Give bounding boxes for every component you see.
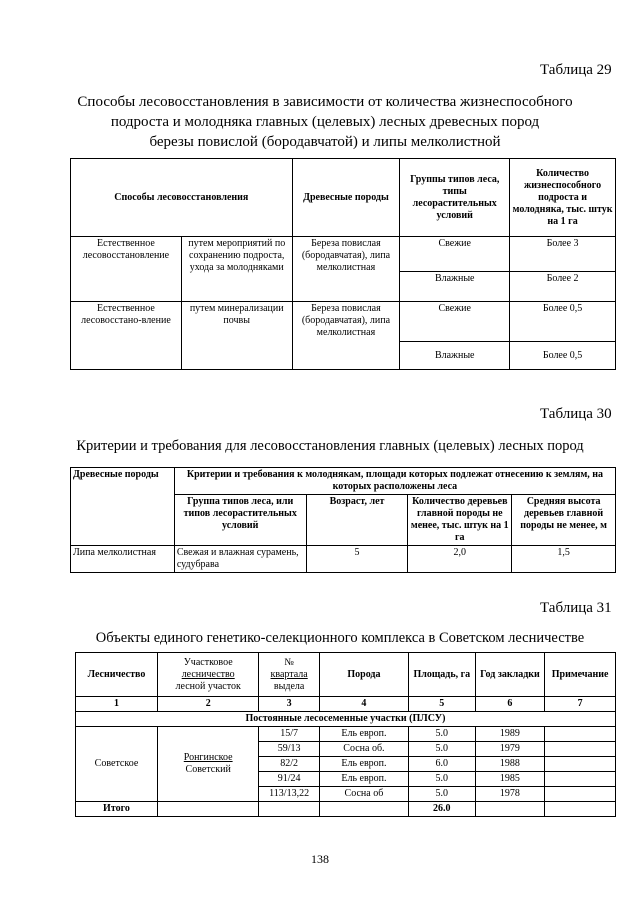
cell-empty	[259, 802, 319, 817]
title-line: березы повислой (бородавчатой) и липы мелколистной	[149, 134, 501, 150]
cell-empty	[545, 802, 616, 817]
title-line: подроста и молодняка главных (целевых) лесных древесных пород	[110, 114, 540, 130]
header-quantity: Количество жизнеспособного подроста и молодняка, тыс. штук на 1 га	[510, 159, 616, 237]
table-31-title: Объекты единого генетико-селекционного комплекса в Советском лесничестве	[95, 630, 585, 646]
cell-breed: Ель европ.	[319, 772, 408, 787]
cell-breed: Сосна об	[319, 787, 408, 802]
header-group: Группа типов леса, или типов лесорастительных условий	[174, 495, 306, 546]
col-number: 5	[409, 697, 476, 712]
cell-species: Береза повислая (бородавчатая), липа мелколистная	[292, 237, 400, 302]
cell-area: 5.0	[409, 742, 476, 757]
header-note: Примечание	[545, 653, 616, 697]
cell-group: Свежие	[400, 302, 510, 342]
cell-qty: Более 3	[510, 237, 616, 272]
col-number: 3	[259, 697, 319, 712]
district-sub: Советский	[185, 764, 231, 775]
header-quarter-line: выдела	[273, 680, 305, 692]
header-quarter	[259, 653, 319, 697]
cell-district	[157, 727, 258, 802]
header-criteria: Критерии и требования к молоднякам, площади которых подлежат отнесению к землям, на которых расположены леса	[174, 468, 615, 495]
cell-breed: Ель европ.	[319, 757, 408, 772]
cell-quarter: 113/13,22	[259, 787, 319, 802]
cell-breed: Сосна об.	[319, 742, 408, 757]
cell-age: 5	[306, 546, 408, 573]
cell-note	[545, 772, 616, 787]
cell-note	[545, 787, 616, 802]
district-name: Ронгинское	[183, 752, 233, 763]
cell-empty	[475, 802, 545, 817]
cell-qty: Более 0,5	[510, 302, 616, 342]
header-district-line: Участковое	[183, 656, 233, 668]
col-number: 6	[475, 697, 545, 712]
cell-height: 1,5	[512, 546, 616, 573]
cell-quarter: 15/7	[259, 727, 319, 742]
table-29	[70, 158, 616, 370]
table-30-title: Критерии и требования для лесовосстановления главных (целевых) лесных пород	[76, 438, 584, 454]
title-line: Способы лесовосстановления в зависимости от количества жизнеспособного	[77, 94, 573, 110]
header-breed: Порода	[319, 653, 408, 697]
cell-method: Естественное лесовосстановление	[71, 237, 182, 302]
cell-qty: Более 0,5	[510, 342, 616, 370]
header-species: Древесные породы	[292, 159, 400, 237]
cell-year: 1985	[475, 772, 545, 787]
table-29-caption: Таблица 29	[540, 62, 612, 78]
total-label: Итого	[76, 802, 158, 817]
header-area: Площадь, га	[409, 653, 476, 697]
cell-breed: Ель европ.	[319, 727, 408, 742]
cell-year: 1978	[475, 787, 545, 802]
total-area: 26.0	[409, 802, 476, 817]
cell-note	[545, 727, 616, 742]
cell-group: Влажные	[400, 272, 510, 302]
cell-area: 6.0	[409, 757, 476, 772]
cell-year: 1988	[475, 757, 545, 772]
header-count: Количество деревьев главной породы не менее, тыс. штук на 1 га	[408, 495, 512, 546]
header-district-line: лесной участок	[175, 680, 241, 692]
table-30	[70, 467, 616, 573]
header-district-line: лесничество	[181, 668, 235, 680]
cell-note	[545, 757, 616, 772]
cell-quarter: 91/24	[259, 772, 319, 787]
cell-count: 2,0	[408, 546, 512, 573]
header-species: Древесные породы	[71, 468, 175, 546]
cell-empty	[157, 802, 258, 817]
header-age: Возраст, лет	[306, 495, 408, 546]
cell-group: Свежая и влажная сурамень, судубрава	[174, 546, 306, 573]
table-29-title	[60, 92, 590, 152]
header-year: Год закладки	[475, 653, 545, 697]
cell-quarter: 82/2	[259, 757, 319, 772]
cell-species: Береза повислая (бородавчатая), липа мелколистная	[292, 302, 400, 370]
cell-means: путем мероприятий по сохранению подроста, ухода за молодняками	[181, 237, 292, 302]
cell-group: Свежие	[400, 237, 510, 272]
table-30-caption: Таблица 30	[540, 406, 612, 422]
cell-year: 1979	[475, 742, 545, 757]
header-district	[157, 653, 258, 697]
cell-note	[545, 742, 616, 757]
page-number: 138	[311, 852, 329, 866]
cell-area: 5.0	[409, 772, 476, 787]
cell-empty	[319, 802, 408, 817]
cell-species: Липа мелколистная	[71, 546, 175, 573]
cell-method: Естественное лесовосстано-вление	[71, 302, 182, 370]
cell-means: путем минерализации почвы	[181, 302, 292, 370]
cell-group: Влажные	[400, 342, 510, 370]
cell-year: 1989	[475, 727, 545, 742]
cell-area: 5.0	[409, 727, 476, 742]
cell-forestry: Советское	[76, 727, 158, 802]
cell-area: 5.0	[409, 787, 476, 802]
cell-qty: Более 2	[510, 272, 616, 302]
section-title: Постоянные лесосеменные участки (ПЛСУ)	[76, 712, 616, 727]
col-number: 7	[545, 697, 616, 712]
cell-quarter: 59/13	[259, 742, 319, 757]
header-groups: Группы типов леса, типы лесорастительных условий	[400, 159, 510, 237]
col-number: 2	[157, 697, 258, 712]
col-number: 4	[319, 697, 408, 712]
col-number: 1	[76, 697, 158, 712]
header-quarter-line: №	[284, 656, 294, 668]
table-31-caption: Таблица 31	[540, 600, 612, 616]
header-quarter-line: квартала	[270, 668, 308, 680]
header-methods: Способы лесовосстановления	[71, 159, 293, 237]
header-forestry: Лесничество	[76, 653, 158, 697]
table-31	[75, 652, 616, 817]
header-height: Средняя высота деревьев главной породы не менее, м	[512, 495, 616, 546]
